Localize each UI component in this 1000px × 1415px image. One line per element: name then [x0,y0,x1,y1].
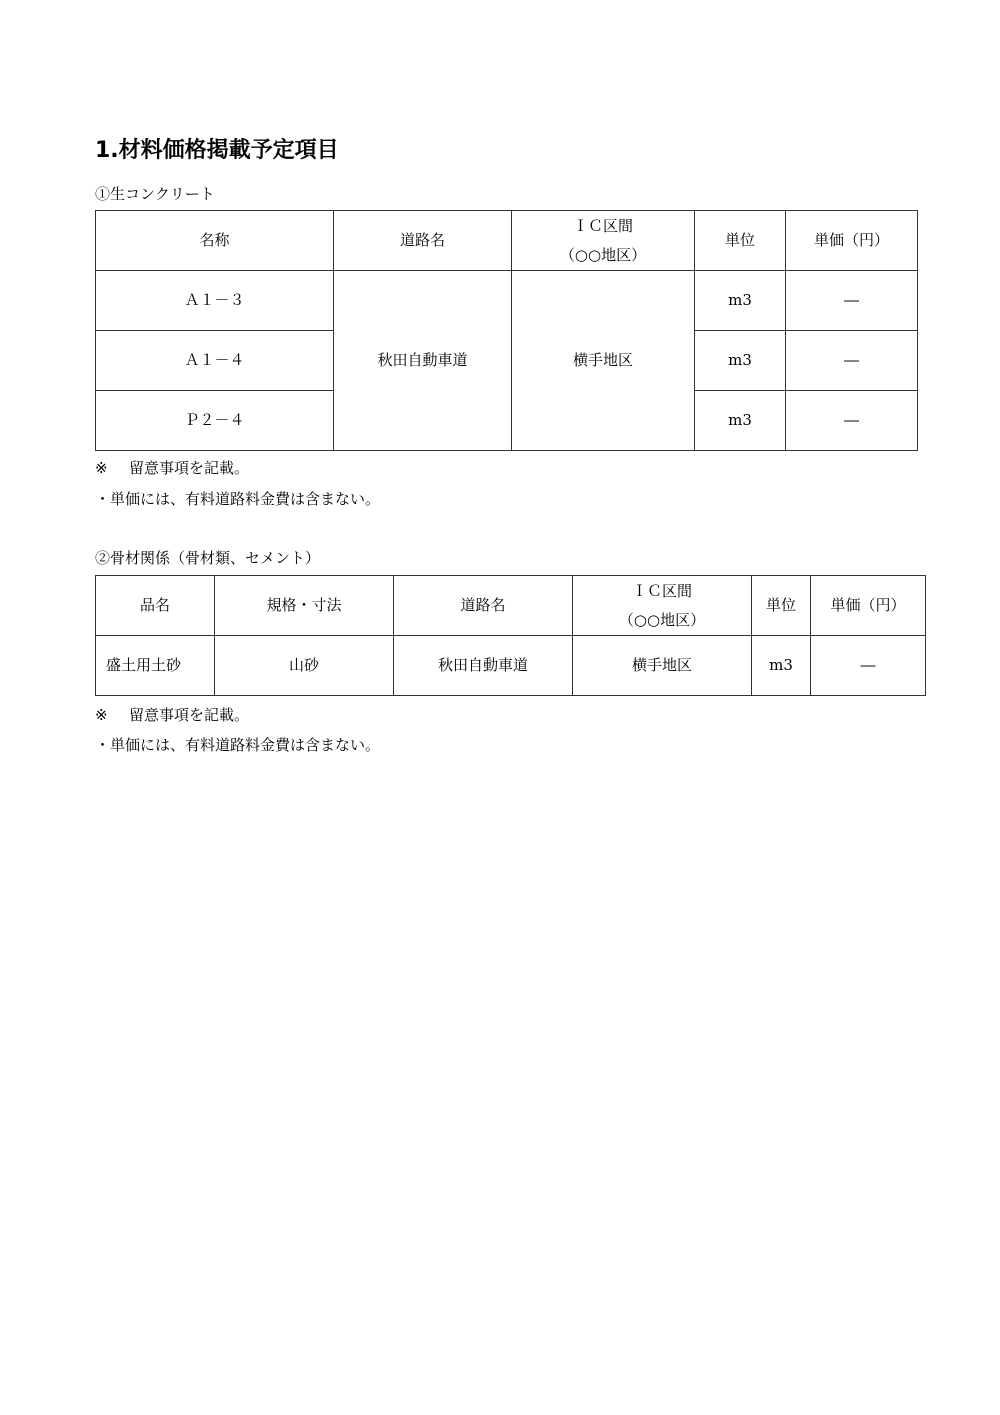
cell-unit: m3 [695,331,786,391]
note-text: 留意事項を記載。 [129,459,250,477]
cell-price: ― [786,391,918,451]
note-toll-2: ・単価には、有料道路料金費は含まない。 [95,736,381,754]
section-heading-aggregate: ②骨材関係（骨材類、セメント） [95,549,321,567]
cell-name: Ａ１－４ [96,331,334,391]
cell-price: ― [811,636,926,696]
note-remark-2 [95,705,249,725]
note-text: 留意事項を記載。 [129,706,250,724]
cell-road: 秋田自動車道 [334,271,512,451]
cell-name: Ａ１－３ [96,271,334,331]
cell-spec: 山砂 [215,636,394,696]
cell-name: 盛土用土砂 [96,636,215,696]
note-mark: ※ [95,459,108,477]
header-spec: 規格・寸法 [215,576,394,636]
cell-price: ― [786,331,918,391]
concrete-table [95,210,918,451]
note-remark-1 [95,458,249,478]
cell-price: ― [786,271,918,331]
header-ic-line2: （○○地区） [559,245,647,264]
cell-ic: 横手地区 [573,636,752,696]
header-ic-line1: ＩＣ区間 [572,216,633,235]
cell-name: Ｐ２－４ [96,391,334,451]
header-name: 名称 [96,211,334,271]
cell-unit: m3 [752,636,811,696]
table-header-row [96,211,918,271]
header-price: 単価（円） [811,576,926,636]
section-heading-concrete: ①生コンクリート [95,185,215,203]
header-unit: 単位 [752,576,811,636]
table-row [96,636,926,696]
header-road: 道路名 [334,211,512,271]
note-mark: ※ [95,706,108,724]
cell-road: 秋田自動車道 [394,636,573,696]
header-unit: 単位 [695,211,786,271]
aggregate-table [95,575,926,696]
header-price: 単価（円） [786,211,918,271]
header-ic [512,211,695,271]
table-row [96,271,918,331]
cell-unit: m3 [695,271,786,331]
table-header-row [96,576,926,636]
header-ic-line1: ＩＣ区間 [631,581,692,600]
note-toll-1: ・単価には、有料道路料金費は含まない。 [95,490,381,508]
cell-unit: m3 [695,391,786,451]
cell-ic: 横手地区 [512,271,695,451]
header-ic-line2: （○○地区） [618,610,706,629]
header-road: 道路名 [394,576,573,636]
header-name: 品名 [96,576,215,636]
page-title: 1.材料価格掲載予定項目 [95,138,339,163]
header-ic [573,576,752,636]
